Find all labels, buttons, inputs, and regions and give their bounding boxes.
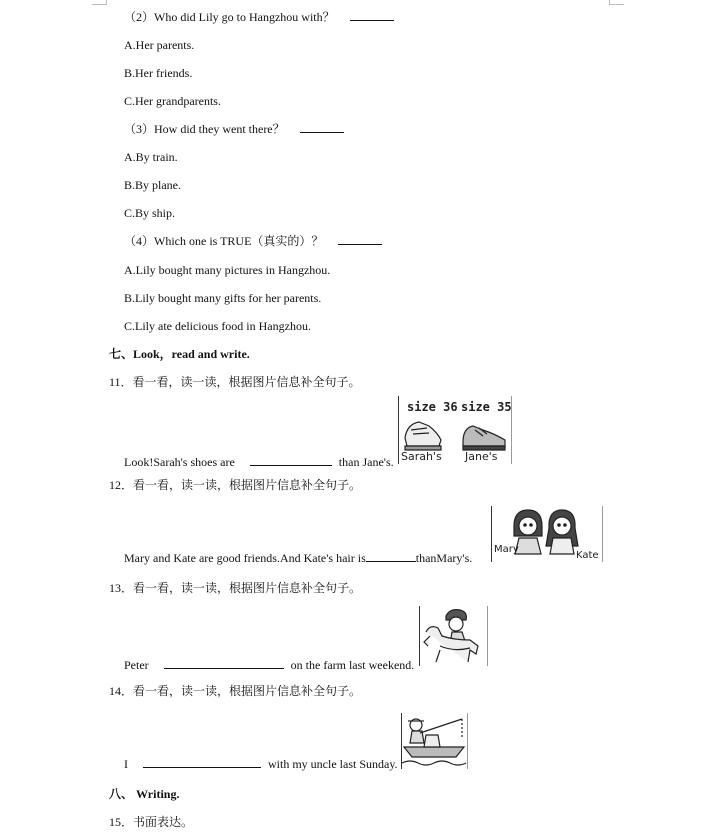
girl-name-kate: Kate	[576, 550, 599, 561]
question-15-number: 15．书面表达。	[109, 815, 194, 829]
horse-picture	[419, 606, 488, 666]
option-4b: B.Lily bought many gifts for her parents.	[124, 291, 322, 305]
option-4c: C.Lily ate delicious food in Hangzhou.	[124, 319, 311, 333]
sentence-11-start: Look!Sarah's shoes are	[124, 455, 235, 469]
answer-blank-2[interactable]	[350, 10, 394, 21]
answer-blank-11[interactable]	[250, 455, 332, 466]
corner-mark-right	[609, 0, 624, 5]
answer-blank-3[interactable]	[300, 122, 344, 133]
sentence-14-end: with my uncle last Sunday.	[268, 757, 398, 771]
sentence-11	[124, 455, 394, 469]
sentence-11-end: than Jane's.	[338, 455, 394, 469]
answer-blank-14[interactable]	[143, 757, 261, 768]
fishing-picture	[401, 713, 468, 769]
sentence-13-end: on the farm last weekend.	[290, 658, 415, 672]
sentence-12-start: Mary and Kate are good friends.And Kate's hair is	[124, 551, 366, 565]
sentence-14	[124, 757, 398, 771]
sentence-12-end: thanMary's.	[415, 551, 473, 565]
question-4	[124, 234, 382, 248]
question-2-stem: （2）Who did Lily go to Hangzhou with？	[124, 10, 335, 24]
sentence-14-start: I	[124, 757, 128, 771]
sentence-13	[124, 658, 414, 672]
girls-picture	[491, 506, 603, 562]
girl-name-mary: Mary	[494, 544, 519, 555]
option-2c: C.Her grandparents.	[124, 94, 221, 108]
answer-blank-12[interactable]	[366, 551, 416, 562]
option-3c: C.By ship.	[124, 206, 176, 220]
girls-illustration	[492, 506, 602, 562]
option-2b: B.Her friends.	[124, 66, 193, 80]
shoes-illustration	[399, 396, 511, 464]
question-14-number: 14．看一看，读一读，根据图片信息补全句子。	[109, 684, 362, 698]
sarah-shoe-icon	[405, 422, 441, 450]
sentence-12	[124, 551, 472, 565]
option-3a: A.By train.	[124, 150, 178, 164]
size-label-jane: size 35	[461, 400, 511, 414]
sentence-13-start: Peter	[124, 658, 149, 672]
question-2	[124, 10, 394, 24]
section-7-title: 七、Look，read and write.	[109, 347, 250, 361]
question-11-number: 11．看一看，读一读，根据图片信息补全句子。	[109, 375, 361, 389]
question-13-number: 13．看一看，读一读，根据图片信息补全句子。	[109, 581, 362, 595]
section-8-title: 八、 Writing.	[109, 787, 180, 801]
option-2a: A.Her parents.	[124, 38, 195, 52]
option-4a: A.Lily bought many pictures in Hangzhou.	[124, 263, 331, 277]
shoe-owner-jane: Jane's	[465, 450, 498, 463]
question-12-number: 12．看一看，读一读，根据图片信息补全句子。	[109, 478, 362, 492]
question-3-stem: （3）How did they went there？	[124, 122, 285, 136]
answer-blank-4[interactable]	[338, 234, 382, 245]
option-3b: B.By plane.	[124, 178, 181, 192]
shoes-picture	[398, 396, 512, 464]
question-4-stem: （4）Which one is TRUE（真实的）？	[124, 234, 324, 248]
jane-shoe-icon	[463, 426, 505, 450]
corner-mark-left	[92, 0, 107, 5]
kate-figure-icon	[546, 510, 578, 554]
boy-riding-horse-icon	[424, 610, 478, 662]
horse-riding-illustration	[420, 606, 487, 666]
shoe-owner-sarah: Sarah's	[401, 450, 442, 463]
answer-blank-13[interactable]	[164, 658, 284, 669]
fishing-boat-icon	[402, 719, 466, 765]
question-3	[124, 122, 344, 136]
size-label-sarah: size 36	[407, 400, 458, 414]
fishing-illustration	[402, 713, 467, 769]
